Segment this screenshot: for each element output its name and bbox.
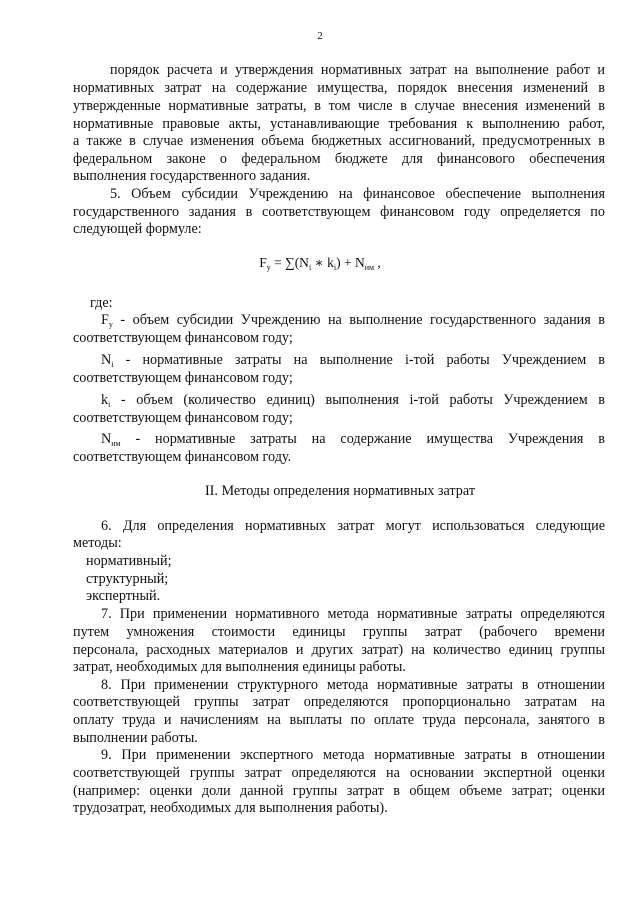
text-line: а также в случае изменения объема бюджетных ассигнований, предусмотренных в: [73, 133, 605, 149]
text-line: выполнения государственного задания.: [73, 168, 311, 184]
text-line: персонала, расходных материалов и других затрат) на количество единиц группы: [73, 642, 605, 658]
text-line: оплату труда и начислениям на выплаты по оплате труда персонала, занятого в: [73, 712, 605, 728]
definition-line: соответствующем финансовом году.: [73, 449, 292, 465]
text-line: федеральном законе о федеральном бюджете для финансового обеспечения: [73, 151, 605, 167]
text-line: 9. При применении экспертного метода нормативные затраты в отношении: [101, 747, 605, 763]
definition-line: соответствующем финансовом году;: [73, 330, 293, 346]
text-line: нормативные правовые акты, устанавливающие требования к выполнению работ,: [73, 116, 605, 132]
text-line: путем умножения стоимости единицы группы затрат (рабочего времени: [73, 624, 605, 640]
text-line: нормативных затрат на содержание имущества, порядок внесения изменений в: [73, 80, 605, 96]
definition-line: $N_i$ - нормативные затраты на выполнение i-той работы Учреждением в: [101, 352, 605, 369]
method-item: экспертный.: [86, 588, 161, 604]
text-line: 6. Для определения нормативных затрат могут использоваться следующие: [101, 518, 605, 534]
definition-line: соответствующем финансовом году;: [73, 370, 293, 386]
subsidy-formula: $F_у = \sum(N_i$ ∗ $k_i) + N_{им}$ ,: [259, 255, 381, 272]
text-line: трудозатрат, необходимых для выполнения работы).: [73, 800, 388, 816]
section-heading: II. Методы определения нормативных затрат: [204, 483, 476, 499]
text-line: утвержденные нормативные затраты, в том числе в случае внесения изменений в: [73, 98, 605, 114]
text-line: следующей формуле:: [73, 221, 202, 237]
text-line: методы:: [73, 535, 122, 551]
text-line: 7. При применении нормативного метода нормативные затраты определяются: [101, 606, 605, 622]
method-item: структурный;: [86, 571, 169, 587]
where-label: где:: [90, 295, 113, 311]
definition-line: $k_i$ - объем (количество единиц) выполнения i-той работы Учреждением в: [101, 392, 605, 409]
text-line: (например: оценки доли данной группы затрат в общем объеме затрат; оценки: [73, 783, 605, 799]
text-line: порядок расчета и утверждения нормативных затрат на выполнение работ и: [110, 62, 605, 78]
method-item: нормативный;: [86, 553, 172, 569]
text-line: соответствующей группы затрат определяются на основании экспертной оценки: [73, 765, 605, 781]
text-line: государственного задания в соответствующем финансовом году определяется по: [73, 204, 605, 220]
text-line: выполнении работы.: [73, 730, 198, 746]
text-line: 8. При применении структурного метода нормативные затраты в отношении: [101, 677, 605, 693]
text-line: затрат, необходимых для выполнения единицы работы.: [73, 659, 406, 675]
definition-line: соответствующем финансовом году;: [73, 410, 293, 426]
definition-line: $F_у$ - объем субсидии Учреждению на выполнение государственного задания в: [101, 312, 605, 329]
text-line: соответствующей группы затрат определяются пропорционально затратам на: [73, 694, 605, 710]
page-number: 2: [317, 30, 323, 42]
definition-line: $N_{им}$ - нормативные затраты на содержание имущества Учреждения в: [101, 431, 605, 448]
text-line: 5. Объем субсидии Учреждению на финансовое обеспечение выполнения: [110, 186, 605, 202]
